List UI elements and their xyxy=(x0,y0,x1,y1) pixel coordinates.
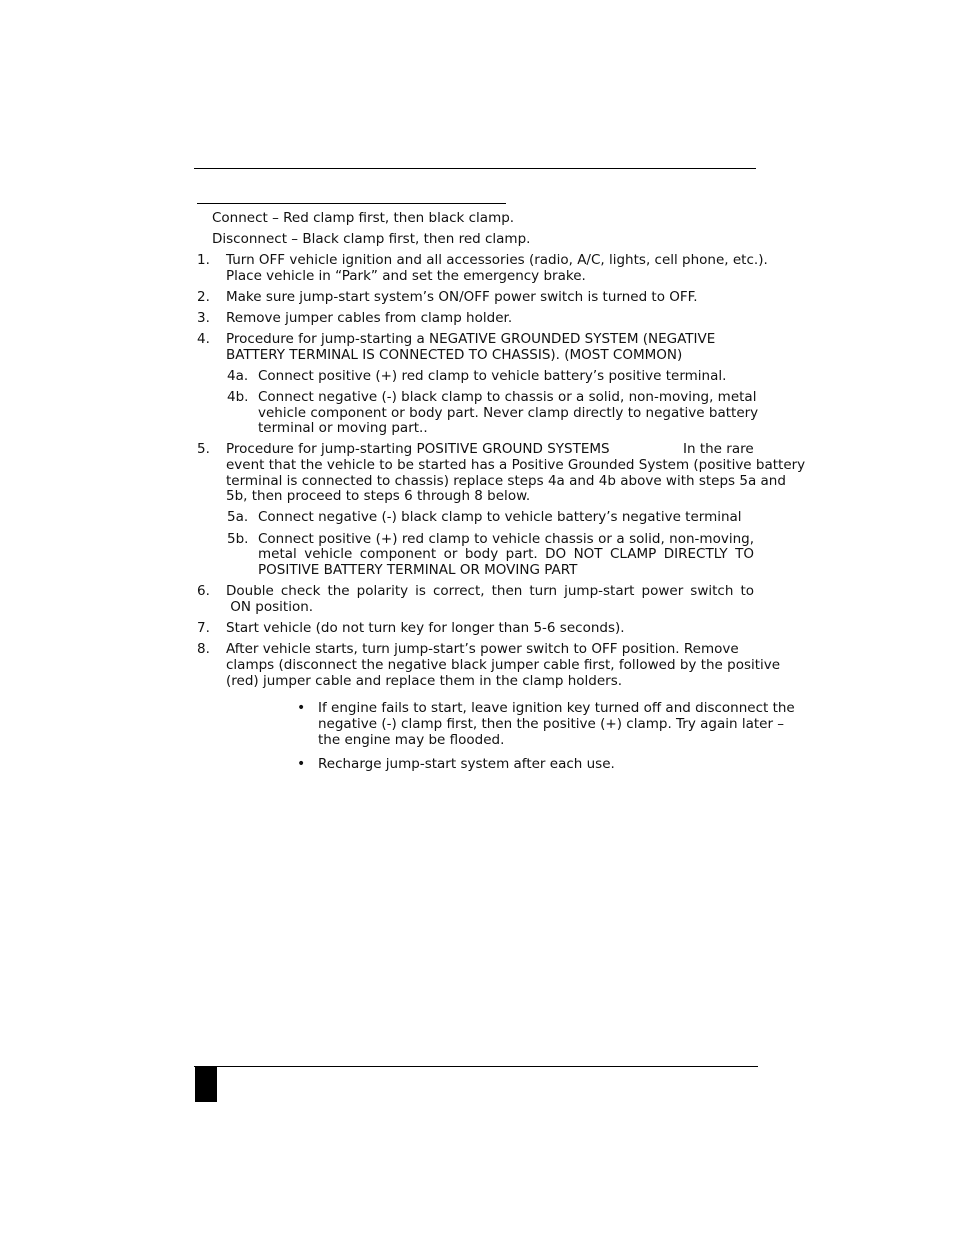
step-2-number: 2. xyxy=(197,289,210,305)
step-3-number: 3. xyxy=(197,310,210,326)
step-5b-line-2: metal vehicle component or body part. DO NOT CLAMP DIRECTLY TO xyxy=(258,546,754,562)
step-5a-line-1: Connect negative (-) black clamp to vehicle battery’s negative terminal xyxy=(258,509,742,525)
step-1-line-1: Turn OFF vehicle ignition and all accessories (radio, A/C, lights, cell phone, etc.). xyxy=(226,252,768,268)
step-5-line-1: Procedure for jump-starting POSITIVE GROUND SYSTEMS xyxy=(226,441,610,457)
step-6-line-1: Double check the polarity is correct, then turn jump-start power switch to xyxy=(226,583,754,599)
step-4a-number: 4a. xyxy=(227,368,249,384)
step-5b-line-3: POSITIVE BATTERY TERMINAL OR MOVING PART xyxy=(258,562,578,578)
step-4b-line-1: Connect negative (-) black clamp to chassis or a solid, non-moving, metal xyxy=(258,389,757,405)
step-4-number: 4. xyxy=(197,331,210,347)
footer-rule xyxy=(194,1066,758,1067)
step-7-line-1: Start vehicle (do not turn key for longer than 5-6 seconds). xyxy=(226,620,625,636)
note-1-line-1: If engine fails to start, leave ignition key turned off and disconnect the xyxy=(318,700,795,716)
note-1-line-2: negative (-) clamp first, then the positive (+) clamp. Try again later – xyxy=(318,716,785,732)
step-5-line-1-tail: In the rare xyxy=(683,441,754,457)
step-6-number: 6. xyxy=(197,583,210,599)
page-tab-marker xyxy=(195,1067,217,1102)
disconnect-instruction: Disconnect – Black clamp first, then red clamp. xyxy=(212,231,531,247)
note-2-bullet-icon: • xyxy=(297,756,306,772)
step-5-number: 5. xyxy=(197,441,210,457)
header-rule xyxy=(194,168,756,169)
step-3-line-1: Remove jumper cables from clamp holder. xyxy=(226,310,513,326)
connect-instruction: Connect – Red clamp first, then black clamp. xyxy=(212,210,515,226)
step-7-number: 7. xyxy=(197,620,210,636)
step-1-number: 1. xyxy=(197,252,210,268)
step-4-line-1: Procedure for jump-starting a NEGATIVE GROUNDED SYSTEM (NEGATIVE xyxy=(226,331,716,347)
note-1-bullet-icon: • xyxy=(297,700,306,716)
step-5-line-3: terminal is connected to chassis) replace steps 4a and 4b above with steps 5a and xyxy=(226,473,786,489)
step-4b-line-3: terminal or moving part.. xyxy=(258,420,428,436)
step-8-number: 8. xyxy=(197,641,210,657)
step-1-line-2: Place vehicle in “Park” and set the emergency brake. xyxy=(226,268,586,284)
step-4b-line-2: vehicle component or body part. Never clamp directly to negative battery xyxy=(258,405,759,421)
section-rule xyxy=(197,203,506,204)
step-8-line-2: clamps (disconnect the negative black jumper cable first, followed by the positive xyxy=(226,657,781,673)
step-5-line-4: 5b, then proceed to steps 6 through 8 below. xyxy=(226,488,531,504)
step-5-line-2: event that the vehicle to be started has a Positive Grounded System (positive battery xyxy=(226,457,806,473)
step-2-line-1: Make sure jump-start system’s ON/OFF power switch is turned to OFF. xyxy=(226,289,698,305)
note-2-line-1: Recharge jump-start system after each use. xyxy=(318,756,615,772)
step-5a-number: 5a. xyxy=(227,509,249,525)
step-4b-number: 4b. xyxy=(227,389,249,405)
step-8-line-1: After vehicle starts, turn jump-start’s power switch to OFF position. Remove xyxy=(226,641,739,657)
step-8-line-3: (red) jumper cable and replace them in the clamp holders. xyxy=(226,673,623,689)
note-1-line-3: the engine may be flooded. xyxy=(318,732,505,748)
step-5b-line-1: Connect positive (+) red clamp to vehicle chassis or a solid, non-moving, xyxy=(258,531,754,547)
step-6-line-2: ON position. xyxy=(226,599,314,615)
step-4a-line-1: Connect positive (+) red clamp to vehicle battery’s positive terminal. xyxy=(258,368,727,384)
step-4-line-2: BATTERY TERMINAL IS CONNECTED TO CHASSIS). (MOST COMMON) xyxy=(226,347,683,363)
step-5b-number: 5b. xyxy=(227,531,249,547)
